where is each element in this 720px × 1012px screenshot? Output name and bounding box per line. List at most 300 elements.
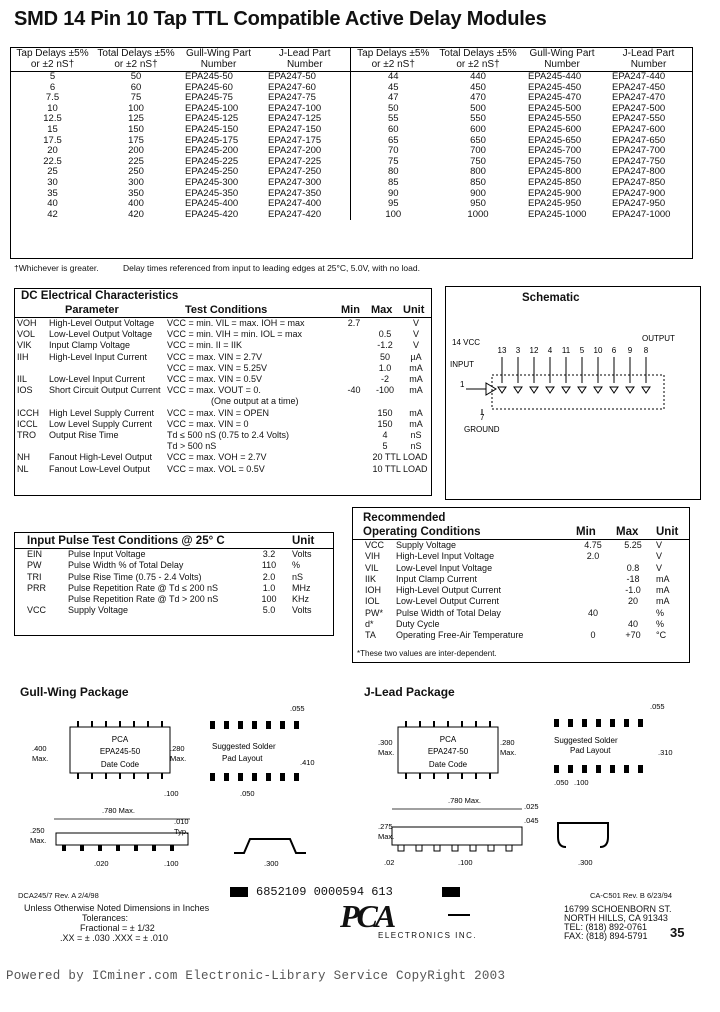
dc-param-cell (15, 352, 165, 363)
dc-symbol: VIK (17, 340, 32, 351)
dc-value (339, 329, 369, 340)
parts-cell: 800 (470, 166, 486, 178)
tolerance-line-3: Fractional = ± 1/32 (80, 923, 155, 933)
parts-cell: EPA245-700 (528, 145, 582, 157)
input-pulse-table (15, 534, 333, 617)
doc-number-right: CA-C501 Rev. B 6/23/94 (590, 891, 672, 900)
parts-cell: EPA245-440 (528, 71, 582, 82)
rec-value: mA (656, 596, 670, 607)
input-buffer-icon (486, 383, 496, 395)
dc-condition: VCC = max. VOL = 0.5V (167, 463, 265, 474)
page-number: 35 (670, 925, 685, 940)
dc-param-name: High Level Supply Current (49, 407, 155, 418)
dc-value: -40 (347, 385, 361, 396)
parts-cell: 85 (350, 178, 436, 189)
gull-pad (252, 721, 257, 729)
parts-cell: 250 (128, 166, 144, 178)
dc-param-name: High-Level Input Current (49, 351, 148, 362)
parts-table (10, 47, 693, 220)
parts-row (10, 199, 693, 210)
tolerance-line-1: Unless Otherwise Noted Dimensions in Inches (24, 903, 210, 913)
rec-value: -18 (626, 573, 640, 584)
dc-param-cell (15, 441, 165, 452)
dc-param-cell (15, 385, 165, 396)
gull-chip-l2: EPA245-50 (99, 747, 141, 756)
rec-value (613, 608, 653, 619)
dc-param-name: Input Clamp Voltage (49, 340, 131, 351)
jlead-chip-l1: PCA (439, 735, 457, 744)
gull-pad (224, 721, 229, 729)
parts-cell: 95 (350, 199, 436, 210)
gull-dim-label: .250 (30, 826, 45, 835)
dc-condition: (One output at a time) (211, 396, 299, 407)
parts-cell: 60 (350, 125, 436, 136)
parts-row (10, 210, 693, 221)
input-pulse-param: Pulse Rise Time (0.75 - 2.4 Volts) (68, 571, 202, 582)
parts-cell: 12.5 (43, 113, 62, 125)
input-pulse-value: 5.0 (262, 605, 276, 616)
rec-symbol: VCC (365, 540, 385, 550)
dc-value: 5 (382, 441, 388, 452)
parts-row (10, 125, 693, 136)
schematic-title: Schematic (522, 292, 580, 304)
rec-value (613, 551, 653, 562)
rec-param: Duty Cycle (396, 619, 440, 630)
dc-row (15, 452, 431, 463)
parts-cell: EPA247-400 (268, 198, 322, 210)
jlead-pad (596, 719, 601, 727)
gull-side-lead (116, 845, 120, 851)
rec-value (573, 563, 613, 574)
barcode-block-right (442, 887, 460, 897)
parts-cell: 20 (47, 145, 58, 157)
jlead-pad-text-1: Suggested Solder (554, 736, 618, 745)
parts-cell: EPA245-900 (528, 187, 582, 199)
dc-row (15, 408, 431, 419)
dc-symbol: NL (17, 463, 29, 474)
rec-value: 5.25 (624, 540, 642, 550)
input-pulse-param: Pulse Repetition Rate @ Td > 200 nS (68, 594, 219, 605)
gull-pad-text-2: Pad Layout (222, 754, 263, 763)
jlead-chip-l2: EPA247-50 (427, 747, 469, 756)
rec-value (573, 596, 613, 607)
parts-cell: 15 (47, 123, 58, 135)
parts-cell: EPA245-125 (185, 113, 239, 125)
jlead-dim-label: .280 (500, 738, 515, 747)
jlead-title: J-Lead Package (364, 685, 455, 699)
parts-cell: EPA247-200 (268, 145, 322, 157)
parts-cell: EPA245-470 (528, 92, 582, 104)
jlead-pad (610, 719, 615, 727)
rec-value: V (656, 562, 663, 573)
dc-value (401, 396, 431, 407)
parts-cell: EPA245-175 (185, 134, 239, 146)
gull-side-lead (62, 845, 66, 851)
dc-value (339, 408, 369, 419)
parts-cell: EPA245-250 (185, 166, 239, 178)
input-pulse-unit: Volts (292, 549, 312, 559)
parts-cell: EPA247-125 (268, 113, 322, 125)
dc-col-parameter: Parameter (15, 303, 165, 318)
rec-value (573, 574, 613, 585)
dc-param-cell (15, 419, 165, 430)
parts-cell: EPA247-750 (612, 155, 666, 167)
parts-cell: 200 (128, 145, 144, 157)
parts-cell: 10 (47, 102, 58, 114)
jlead-side-lead (434, 845, 440, 851)
rec-value: mA (656, 573, 670, 584)
parts-cell: EPA245-225 (185, 155, 239, 167)
parts-cell: EPA245-600 (528, 123, 582, 135)
dc-value (339, 396, 369, 407)
schematic-pin-input: 1 (460, 380, 465, 389)
gull-pad (252, 773, 257, 781)
dc-param-cell (15, 340, 165, 351)
dc-value: 50 (379, 351, 390, 362)
jlead-pad (582, 719, 587, 727)
input-pulse-row (15, 583, 333, 594)
jlead-dim-label: .780 Max. (448, 796, 481, 805)
rec-param: High-Level Input Voltage (396, 551, 495, 562)
input-pulse-row (15, 560, 333, 571)
gull-drawing (14, 681, 344, 881)
j-lead-package (358, 681, 690, 881)
jlead-side-lead (452, 845, 458, 851)
gull-dim-label: .050 (240, 789, 255, 798)
rec-row (353, 540, 689, 552)
gull-dim-label: .100 (164, 789, 179, 798)
parts-cell: 650 (470, 134, 486, 146)
rec-value: mA (656, 585, 670, 596)
gull-dim-label: Max. (30, 836, 47, 845)
pca-logo: PCA (340, 898, 394, 934)
dc-value: mA (409, 407, 423, 418)
rec-row (353, 608, 689, 619)
rec-row (353, 551, 689, 562)
input-pulse-unit: % (292, 560, 301, 571)
gull-side-lead (152, 845, 156, 851)
parts-cell: EPA247-470 (612, 92, 666, 104)
page-title: SMD 14 Pin 10 Tap TTL Compatible Active Delay Modules (14, 8, 547, 30)
rec-value: 20 (627, 596, 638, 607)
dc-value: µA (410, 351, 422, 362)
dc-row (15, 396, 431, 407)
rec-value: 2.0 (586, 551, 600, 562)
dc-condition: VCC = max. VIN = OPEN (167, 407, 270, 418)
dc-row (15, 441, 431, 452)
parts-cell: 80 (350, 167, 436, 178)
parts-cell: EPA245-800 (528, 166, 582, 178)
jlead-pad (582, 765, 587, 773)
jlead-side-body (392, 827, 522, 845)
input-pulse-row (15, 572, 333, 583)
parts-footnote-left: †Whichever is greater. (14, 263, 99, 273)
rec-footnote: *These two values are inter-dependent. (357, 649, 497, 658)
dc-value (339, 352, 369, 363)
parts-cell: EPA247-800 (612, 166, 666, 178)
rec-param: Input Clamp Current (396, 573, 478, 584)
jlead-dim-label: Max. (378, 748, 395, 757)
parts-cell: EPA245-150 (185, 123, 239, 135)
gull-pad (224, 773, 229, 781)
tap-pin-label: 8 (643, 346, 649, 355)
dc-row (15, 464, 431, 475)
dc-param-name: Low-Level Input Current (49, 374, 146, 385)
rec-row (353, 630, 689, 641)
rec-value: 40 (587, 607, 598, 618)
jlead-dim-label: .100 (574, 778, 589, 787)
parts-cell: EPA245-100 (185, 102, 239, 114)
jlead-dim-label: .050 (554, 778, 569, 787)
dc-value: V (412, 329, 419, 340)
jlead-pad-text-2: Pad Layout (570, 746, 611, 755)
parts-cell: EPA247-50 (268, 71, 316, 82)
rec-value (573, 619, 613, 630)
col-total-delays-2: Total Delays ±5% or ±2 nS† (436, 47, 520, 72)
parts-row (10, 136, 693, 147)
dc-row (15, 329, 431, 340)
parts-cell: 950 (470, 198, 486, 210)
jlead-side-lead (398, 845, 404, 851)
rec-param: Low-Level Output Current (396, 596, 500, 607)
jlead-dim-label: .025 (524, 802, 539, 811)
parts-cell: EPA247-1000 (612, 208, 671, 220)
company-name: ELECTRONICS INC. (378, 931, 478, 940)
dc-param-cell (15, 329, 165, 340)
dc-row (15, 352, 431, 363)
parts-row (10, 93, 693, 104)
rec-row (353, 563, 689, 574)
parts-cell: 70 (350, 146, 436, 157)
rec-symbol: VIH (365, 551, 381, 562)
dc-param-name: Low-Level Output Voltage (49, 329, 153, 340)
dc-value (369, 396, 401, 407)
rec-value: V (656, 540, 663, 550)
dc-param-cell (15, 452, 165, 463)
dc-value: mA (409, 418, 423, 429)
rec-row (353, 585, 689, 596)
dc-condition: Td > 500 nS (167, 441, 217, 452)
tap-pin-label: 6 (611, 346, 617, 355)
tolerance-line-4: .XX = ± .030 .XXX = ± .010 (60, 933, 168, 943)
gull-side-lead (134, 845, 138, 851)
dc-param-name: Fanout Low-Level Output (49, 463, 151, 474)
parts-cell: EPA247-900 (612, 187, 666, 199)
dc-symbol: ICCH (17, 407, 39, 418)
rec-param: High-Level Output Current (396, 585, 502, 596)
parts-footnote (14, 263, 420, 273)
jlead-dim-label: .310 (658, 748, 673, 757)
dc-table (15, 303, 431, 475)
dc-condition: VCC = max. VIN = 0 (167, 418, 249, 429)
gull-dim-label: .400 (32, 744, 47, 753)
dc-value: 150 (377, 407, 393, 418)
gull-dim-label: .100 (164, 859, 179, 868)
dc-symbol: ICCL (17, 418, 38, 429)
col-jlead-part-2: J-Lead Part Number (604, 47, 693, 72)
dc-title: DC Electrical Characteristics (21, 290, 179, 302)
dc-value (339, 430, 369, 441)
jlead-side-lead (506, 845, 512, 851)
parts-cell: EPA245-75 (185, 92, 233, 104)
gull-dim-label: Max. (170, 754, 187, 763)
gull-pad (294, 721, 299, 729)
dc-condition: VCC = max. VOH = 2.7V (167, 452, 267, 463)
parts-cell: 55 (350, 114, 436, 125)
parts-row (10, 72, 693, 83)
rec-value: V (656, 551, 663, 562)
parts-cell: 75 (130, 92, 142, 104)
parts-cell: 150 (128, 123, 144, 135)
parts-cell: 7.5 (45, 92, 60, 104)
address-line-1: 16799 SCHOENBORN ST. (564, 904, 672, 914)
doc-number-left: DCA245/7 Rev. A 2/4/98 (18, 891, 99, 900)
rec-symbol: TA (365, 630, 376, 641)
dc-param-cell (15, 318, 165, 330)
parts-cell: 440 (470, 71, 486, 82)
jlead-side-lead (416, 845, 422, 851)
parts-cell: EPA245-60 (185, 81, 233, 93)
input-pulse-value: 3.2 (262, 549, 276, 559)
tap-pin-label: 4 (547, 346, 553, 355)
jlead-dim-label: .300 (378, 738, 393, 747)
parts-cell: EPA247-225 (268, 155, 322, 167)
jlead-dim-label: .100 (458, 858, 473, 867)
parts-cell: EPA247-700 (612, 145, 666, 157)
dc-param-cell (15, 408, 165, 419)
parts-row (10, 157, 693, 168)
dc-value: 0.5 (378, 329, 392, 340)
dc-value: -2 (380, 374, 389, 385)
dc-value: nS (410, 441, 422, 452)
parts-cell: EPA245-500 (528, 102, 582, 114)
dc-value (339, 452, 369, 463)
input-pulse-symbol: TRI (27, 571, 42, 582)
dc-condition: VCC = max. VIN = 2.7V (167, 351, 263, 362)
tap-pin-label: 11 (561, 346, 571, 355)
jlead-pad (638, 765, 643, 773)
rec-symbol: IIK (365, 573, 377, 584)
jlead-dim-label: .275 (378, 822, 393, 831)
input-pulse-title: Input Pulse Test Conditions @ 25° C (15, 534, 289, 549)
dc-param-cell (15, 396, 165, 407)
gull-chip-l1: PCA (111, 735, 129, 744)
dc-row (15, 374, 431, 385)
dc-symbol: IIL (17, 374, 28, 385)
input-pulse-row (15, 605, 333, 616)
gull-dim-label: .300 (264, 859, 279, 868)
dc-col-max: Max (369, 303, 401, 318)
input-pulse-row (15, 549, 333, 561)
rec-row (353, 574, 689, 585)
parts-row (10, 114, 693, 125)
parts-cell: 90 (350, 189, 436, 200)
parts-cell: 50 (350, 104, 436, 115)
barcode-block-left (230, 887, 248, 897)
rec-title-line2: Operating Conditions (353, 525, 573, 540)
dc-param-cell (15, 374, 165, 385)
gull-pad (210, 773, 215, 781)
dc-value: 1.0 (378, 362, 392, 373)
jlead-lead-profile (558, 823, 608, 847)
parts-cell: EPA247-440 (612, 71, 666, 82)
parts-cell: 125 (128, 113, 144, 125)
jlead-dim-label: .055 (650, 702, 665, 711)
tap-pin-label: 3 (515, 346, 521, 355)
dc-condition: VCC = max. VIN = 0.5V (167, 374, 263, 385)
rec-col-max: Max (613, 525, 653, 540)
parts-cell: 35 (47, 187, 58, 199)
jlead-side-lead (470, 845, 476, 851)
parts-cell: EPA247-300 (268, 176, 322, 188)
gull-pad (238, 721, 243, 729)
gull-dim-label: .280 (170, 744, 185, 753)
parts-cell: EPA247-250 (268, 166, 322, 178)
gull-dim-label: Max. (32, 754, 49, 763)
parts-row (10, 104, 693, 115)
gull-side-lead (170, 845, 174, 851)
dc-param-cell (15, 464, 165, 475)
dc-value: mA (409, 385, 423, 396)
rec-value: % (656, 607, 665, 618)
col-gull-part-2: Gull-Wing Part Number (520, 47, 604, 72)
dc-param-cell (15, 363, 165, 374)
parts-cell: 100 (128, 102, 144, 114)
rec-param: Pulse Width of Total Delay (396, 607, 501, 618)
parts-cell: 45 (350, 83, 436, 94)
parts-cell: 1000 (467, 208, 489, 220)
parts-cell: 47 (350, 93, 436, 104)
input-pulse-value: 110 (261, 560, 277, 571)
input-pulse-value: 100 (261, 594, 277, 605)
jlead-pad (624, 719, 629, 727)
tap-pin-label: 9 (627, 346, 633, 355)
parts-cell: EPA245-750 (528, 155, 582, 167)
rec-value: 0 (590, 630, 596, 641)
dc-value (339, 464, 369, 475)
dc-condition: VCC = min. VIH = min. IOL = max (167, 329, 302, 340)
rec-value (573, 585, 613, 596)
dc-symbol: IOS (17, 385, 33, 396)
input-pulse-box (14, 532, 334, 636)
rec-value: °C (656, 630, 667, 641)
parts-cell: EPA245-350 (185, 187, 239, 199)
parts-cell: EPA247-600 (612, 123, 666, 135)
tap-buffer-icon (578, 387, 586, 393)
parts-cell: 40 (47, 198, 58, 210)
tap-pin-label: 12 (529, 346, 539, 355)
dc-value: 4 (382, 430, 388, 441)
powered-by-footer: Powered by ICminer.com Electronic-Library Service CopyRight 2003 (6, 969, 506, 983)
col-gull-part: Gull-Wing Part Number (177, 47, 260, 72)
input-pulse-unit: KHz (292, 594, 310, 605)
input-pulse-param: Pulse Width % of Total Delay (68, 560, 184, 571)
gull-dim-label: .010 (174, 817, 189, 826)
rec-symbol: d* (365, 619, 374, 630)
phone-line: TEL: (818) 892-0761 (564, 922, 648, 932)
gull-dim-label: .410 (300, 758, 315, 767)
dc-param-name: Short Circuit Output Current (49, 385, 161, 396)
parts-cell: 500 (470, 102, 486, 114)
dc-value (339, 441, 369, 452)
rec-col-unit: Unit (653, 525, 689, 540)
dc-param-name: Output Rise Time (49, 430, 119, 441)
dc-row (15, 430, 431, 441)
dc-condition: VCC = max. VOUT = 0. (167, 385, 261, 396)
dc-value: nS (410, 430, 422, 441)
parts-cell: 850 (470, 176, 486, 188)
parts-row (10, 189, 693, 200)
